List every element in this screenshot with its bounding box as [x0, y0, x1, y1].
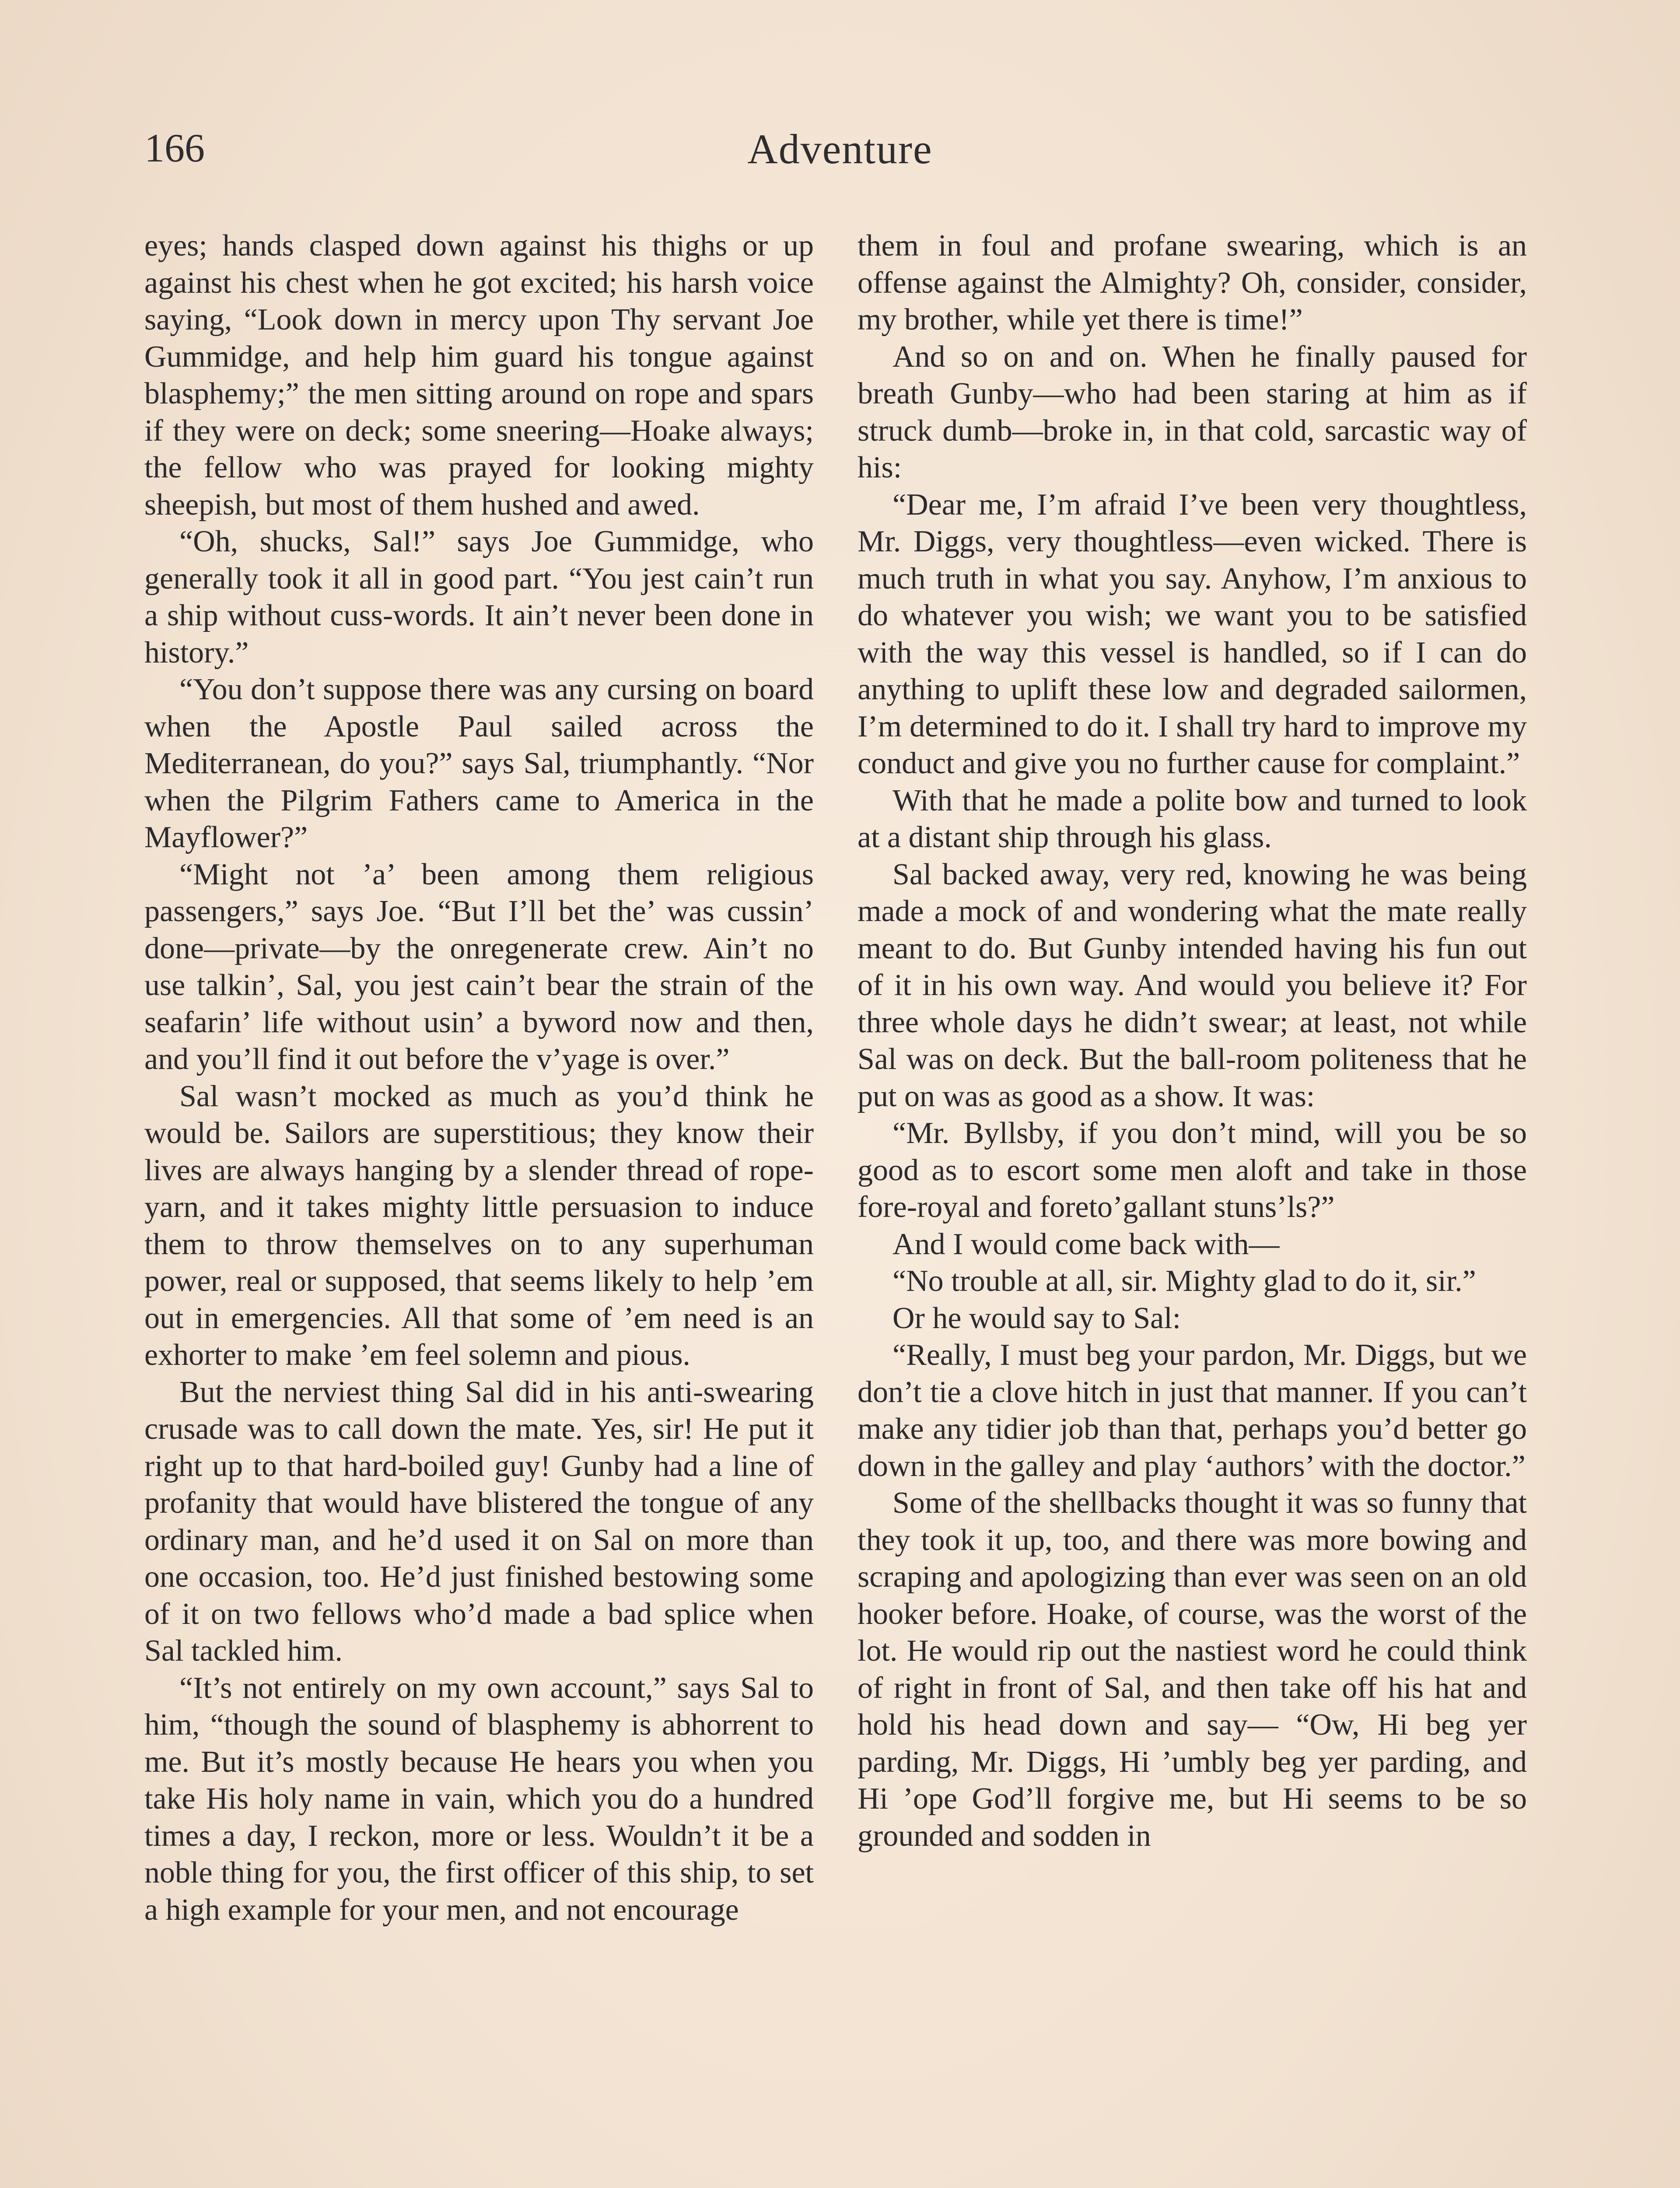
paragraph: “Might not ’a’ been among them religious passengers,” says Joe. “But I’ll bet the’ was cussin’ done—private—by the onregenerate crew. Ain’t no use talkin’, Sal, you jest cain’t bear the strain of the seafarin’ life without usin’ a byword now and then, and you’ll find it out before the v’yage is over.” [144, 857, 814, 1076]
running-head: Adventure [747, 126, 933, 172]
text-columns [144, 228, 1540, 2188]
paragraph: Some of the shellbacks thought it was so funny that they took it up, too, and there was more bowing and scraping and apologizing than ever was seen on an old hooker before. Hoake, of course, was the worst of the lot. He would rip out the nastiest word he could think of right in front of Sal, and then take off his hat and hold his head down and say— “Ow, Hi beg yer parding, Mr. Diggs, Hi ’umbly beg yer parding, and Hi ’ope God’ll forgive me, but Hi seems to be so grounded and sodden in [858, 1486, 1527, 1853]
page-number: 166 [144, 126, 205, 170]
paragraph: But the nerviest thing Sal did in his anti-swearing crusade was to call down the mate. Yes, sir! He put it right up to that hard-boiled guy! Gunby had a line of profanity that would have blistered the tongue of any ordinary man, and he’d used it on Sal on more than one occasion, too. He’d just finished bestowing some of it on two fellows who’d made a bad splice when Sal tackled him. [144, 1375, 814, 1668]
paragraph: Sal backed away, very red, knowing he was being made a mock of and wondering what the mate really meant to do. But Gunby intended having his fun out of it in his own way. And would you believe it? For three whole days he didn’t swear; at least, not while Sal was on deck. But the ball-room politeness that he put on was as good as a show. It was: [858, 857, 1527, 1113]
page-header [144, 125, 1536, 190]
paragraph: “Dear me, I’m afraid I’ve been very thoughtless, Mr. Diggs, very thoughtless—even wicked. There is much truth in what you say. Anyhow, I’m anxious to do whatever you wish; we want you to be satisfied with the way this vessel is handled, so if I can do anything to uplift these low and degraded sailormen, I’m determined to do it. I shall try hard to improve my conduct and give you no further cause for complaint.” [858, 487, 1527, 780]
paragraph: “No trouble at all, sir. Mighty glad to do it, sir.” [892, 1264, 1476, 1298]
paragraph: “Really, I must beg your pardon, Mr. Diggs, but we don’t tie a clove hitch in just that manner. If you can’t make any tidier job than that, perhaps you’d better go down in the galley and play ‘authors’ with the doctor.” [858, 1338, 1527, 1483]
paragraph: them in foul and profane swearing, which is an offense against the Almighty? Oh, consider, consider, my brother, while yet there is time!” [858, 229, 1527, 337]
paragraph: “Mr. Byllsby, if you don’t mind, will you be so good as to escort some men aloft and take in those fore-royal and foreto’gallant stuns’ls?” [858, 1116, 1527, 1224]
paragraph: And I would come back with— [892, 1227, 1280, 1261]
paragraph: Or he would say to Sal: [892, 1301, 1181, 1335]
left-column [144, 228, 814, 2188]
paragraph: “You don’t suppose there was any cursing on board when the Apostle Paul sailed across the Mediterranean, do you?” says Sal, triumphantly. “Nor when the Pilgrim Fathers came to America in the Mayflower?” [144, 673, 814, 854]
paragraph: “It’s not entirely on my own account,” says Sal to him, “though the sound of blasphemy is abhorrent to me. But it’s mostly because He hears you when you take His holy name in vain, which you do a hundred times a day, I reckon, more or less. Wouldn’t it be a noble thing for you, the first officer of this ship, to set a high example for your men, and not encourage [144, 1671, 814, 1927]
paragraph: Sal wasn’t mocked as much as you’d think he would be. Sailors are superstitious; they know their lives are always hanging by a slender thread of rope-yarn, and it takes mighty little persuasion to induce them to throw themselves on to any superhuman power, real or supposed, that seems likely to help ’em out in emergencies. All that some of ’em need is an exhorter to make ’em feel solemn and pious. [144, 1079, 814, 1372]
paragraph: “Oh, shucks, Sal!” says Joe Gummidge, who generally took it all in good part. “You jest cain’t run a ship without cuss-words. It ain’t never been done in history.” [144, 525, 814, 670]
paragraph: With that he made a polite bow and turned to look at a distant ship through his glass. [858, 783, 1527, 854]
paragraph: eyes; hands clasped down against his thighs or up against his chest when he got excited; his harsh voice saying, “Look down in mercy upon Thy servant Joe Gummidge, and help him guard his tongue against blasphemy;” the men sitting around on rope and spars if they were on deck; some sneering—Hoake always; the fellow who was prayed for looking mighty sheepish, but most of them hushed and awed. [144, 229, 814, 522]
right-column [858, 228, 1527, 2188]
paragraph: And so on and on. When he finally paused for breath Gunby—who had been staring at him as if struck dumb—broke in, in that cold, sarcastic way of his: [858, 340, 1527, 484]
